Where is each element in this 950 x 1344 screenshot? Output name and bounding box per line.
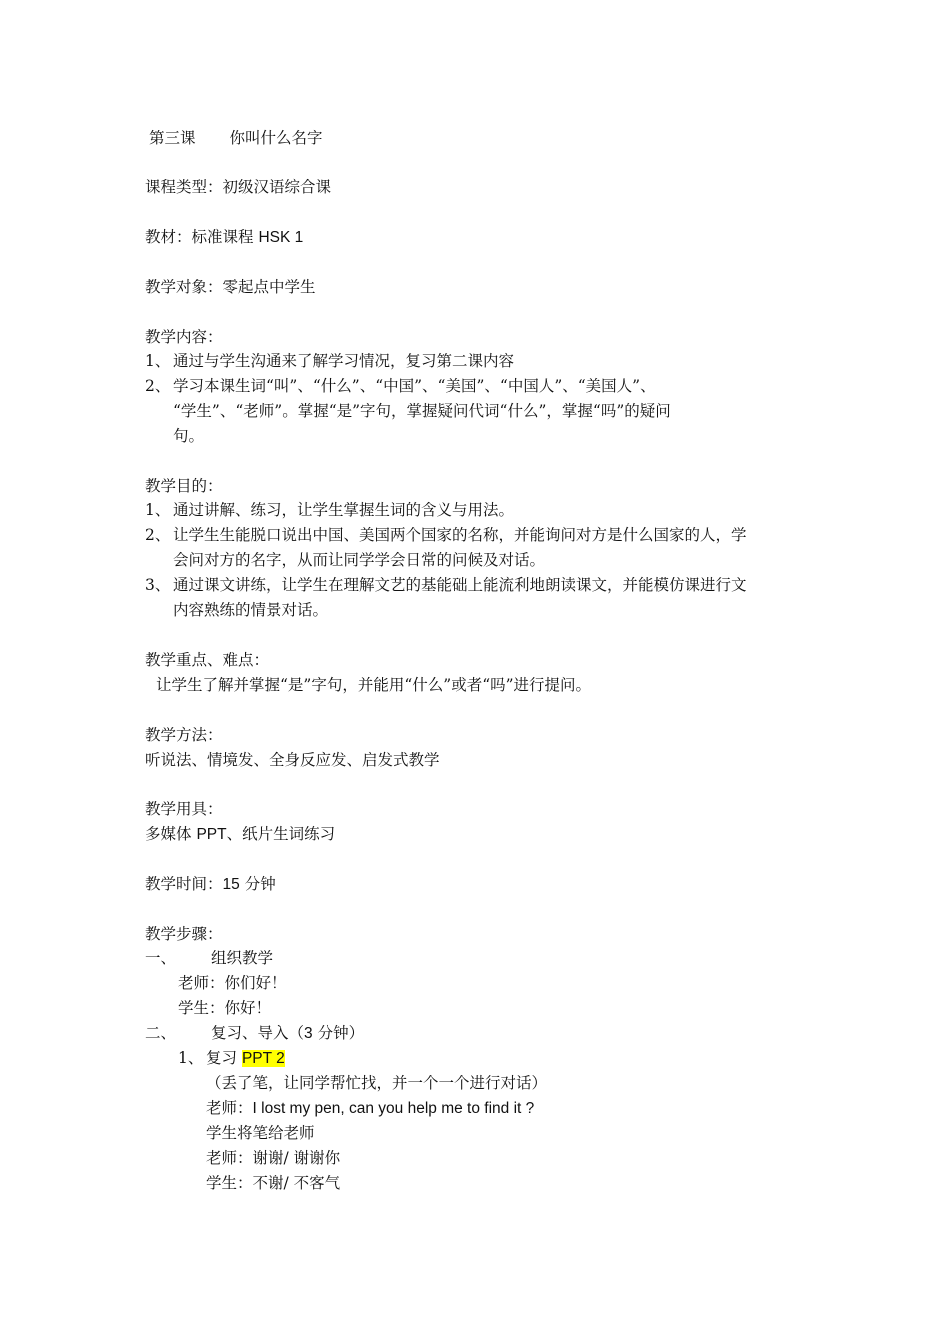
tools-ppt: PPT	[196, 826, 227, 843]
step-1-line-1: 老师：你们好！	[178, 974, 287, 992]
objective-1-line: 通过讲解、练习，让学生掌握生词的含义与用法。	[173, 501, 515, 519]
time-suffix: 分钟	[239, 875, 276, 893]
key-points-heading: 教学重点、难点：	[145, 651, 270, 669]
objective-3-num: 3、	[145, 576, 171, 594]
course-type: 课程类型：初级汉语综合课	[145, 178, 332, 196]
time-value: 15	[222, 876, 240, 893]
step-2-title-end: 分钟）	[312, 1024, 365, 1042]
step-1-line-2: 学生：你好！	[178, 999, 272, 1017]
steps-heading: 教学步骤：	[145, 925, 223, 943]
step-2-num: 二、	[145, 1024, 177, 1042]
audience: 教学对象：零起点中学生	[145, 278, 316, 296]
lesson-title	[149, 127, 323, 149]
step-2-title	[211, 1022, 364, 1045]
sub-step-1-num: 1、	[178, 1049, 204, 1067]
objective-2-line-1: 让学生生能脱口说出中国、美国两个国家的名称，并能询问对方是什么国家的人，学	[173, 526, 747, 544]
sub-step-1-label: 复习	[206, 1049, 242, 1067]
dialog-teacher-2: 老师：谢谢/ 谢谢你	[206, 1149, 341, 1167]
textbook-prefix: 教材：标准课程	[145, 228, 259, 246]
dialog-teacher-1-english: I lost my pen, can you help me to find it ?	[252, 1100, 535, 1117]
dialog-note: （丢了笔，让同学帮忙找，并一个一个进行对话）	[206, 1074, 548, 1092]
content-item-2-line-3: 句。	[173, 427, 205, 445]
content-item-2-num: 2、	[145, 377, 171, 395]
textbook-name: HSK 1	[258, 229, 304, 246]
methods-text: 听说法、情境发、全身反应发、启发式教学	[145, 751, 440, 769]
time-prefix: 教学时间：	[145, 875, 223, 893]
objective-2-line-2: 会问对方的名字，从而让同学学会日常的问候及对话。	[173, 551, 546, 569]
tools-text	[145, 823, 335, 846]
content-heading: 教学内容：	[145, 328, 223, 346]
step-1-title: 组织教学	[211, 949, 274, 967]
objective-2-num: 2、	[145, 526, 171, 544]
lesson-name: 你叫什么名字	[229, 129, 323, 147]
objectives-heading: 教学目的：	[145, 477, 223, 495]
teaching-time	[145, 873, 276, 896]
ppt-highlight: PPT 2	[241, 1050, 285, 1067]
tools-heading: 教学用具：	[145, 800, 223, 818]
content-item-1-line: 通过与学生沟通来了解学习情况，复习第二课内容	[173, 352, 515, 370]
content-item-2-line-2: “学生”、“老师”。掌握“是”字句，掌握疑问代词“什么”，掌握“吗”的疑问	[173, 402, 671, 420]
methods-heading: 教学方法：	[145, 726, 223, 744]
tools-prefix: 多媒体	[145, 825, 197, 843]
key-points-text: 让学生了解并掌握“是”字句，并能用“什么”或者“吗”进行提问。	[156, 676, 592, 694]
dialog-teacher-1-prefix: 老师：	[206, 1099, 253, 1117]
dialog-teacher-1	[206, 1097, 534, 1120]
objective-3-line-2: 内容熟练的情景对话。	[173, 601, 329, 619]
textbook	[145, 226, 303, 249]
lesson-number: 第三课	[149, 129, 196, 147]
content-item-1-num: 1、	[145, 352, 171, 370]
sub-step-1	[206, 1047, 285, 1070]
dialog-student-2: 学生：不谢/ 不客气	[206, 1174, 341, 1192]
step-2-title-text: 复习、导入（	[211, 1024, 305, 1042]
content-item-2-line-1: 学习本课生词“叫”、“什么”、“中国”、“美国”、“中国人”、“美国人”、	[173, 377, 656, 395]
objective-1-num: 1、	[145, 501, 171, 519]
objective-3-line-1: 通过课文讲练，让学生在理解文艺的基能础上能流利地朗读课文，并能模仿课进行文	[173, 576, 747, 594]
tools-suffix: 、纸片生词练习	[226, 825, 336, 843]
dialog-action: 学生将笔给老师	[206, 1124, 315, 1142]
step-2-title-num: 3	[304, 1025, 313, 1042]
step-1-num: 一、	[145, 949, 177, 967]
